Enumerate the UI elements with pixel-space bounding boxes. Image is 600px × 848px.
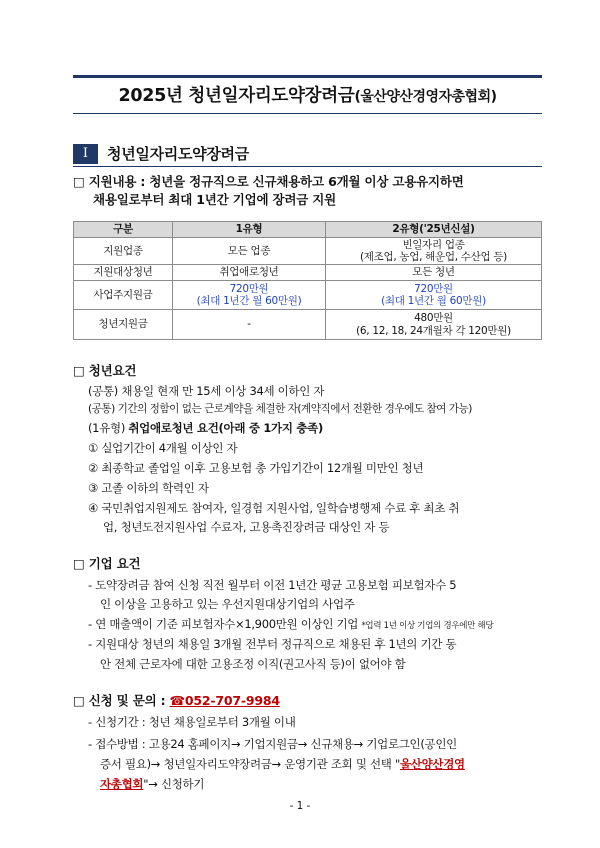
apply-line-3 bbox=[100, 757, 465, 771]
cell-line: (6, 12, 18, 24개월차 각 120만원) bbox=[356, 324, 511, 337]
section-header bbox=[73, 144, 542, 164]
youth-item: ① 실업기간이 4개월 이상인 자 bbox=[88, 441, 238, 455]
page-title bbox=[73, 80, 542, 112]
youth-item-cont: 업, 청년도전지원사업 수료자, 고용촉진장려금 대상인 자 등 bbox=[103, 520, 390, 534]
company-line: - 연 매출액이 기준 피보험자수×1,900만원 이상인 기업 bbox=[88, 617, 359, 631]
table-header: 구분 bbox=[74, 222, 173, 238]
title-top-rule bbox=[73, 75, 542, 78]
table-header-row bbox=[74, 222, 542, 238]
cell-line: (최대 1년간 월 60만원) bbox=[381, 295, 486, 307]
youth-type1 bbox=[88, 421, 323, 435]
support-table bbox=[73, 221, 542, 340]
company-heading: □ 기업 요건 bbox=[73, 556, 141, 571]
cell-line: 빈일자리 업종 bbox=[402, 238, 465, 251]
company-note: *업력 1년 이상 기업의 경우에만 해당 bbox=[361, 621, 494, 631]
apply-line: - 신청기간 : 청년 채용일로부터 3개월 이내 bbox=[88, 715, 296, 729]
apply-org-2: 자총협회 bbox=[100, 777, 144, 791]
cell-line: (제조업, 농업, 해운업, 수산업 등) bbox=[360, 251, 507, 263]
title-bottom-rule bbox=[73, 113, 542, 114]
apply-heading-line bbox=[73, 694, 280, 708]
table-cell bbox=[326, 310, 542, 340]
support-line-1: □ 지원내용 : 청년을 정규직으로 신규채용하고 6개월 이상 고용유지하면 bbox=[73, 174, 464, 189]
youth-item: ④ 국민취업지원제도 참여자, 일경험 지원사업, 일학습병행제 수료 후 최초 취 bbox=[88, 501, 460, 515]
youth-type1-bold: 취업애로청년 요건(아래 중 1가지 충족) bbox=[128, 421, 323, 435]
table-cell: 모든 청년 bbox=[326, 265, 542, 281]
cell-line: 720만원 bbox=[229, 282, 269, 295]
section-title: 청년일자리도약장려금 bbox=[107, 145, 249, 163]
cell-line: (최대 1년간 월 60만원) bbox=[196, 295, 302, 307]
apply-line: "→ 신청하기 bbox=[143, 777, 205, 791]
youth-item: ③ 고졸 이하의 학력인 자 bbox=[88, 481, 209, 495]
table-row bbox=[74, 281, 542, 310]
cell-line: 480만원 bbox=[414, 312, 453, 324]
company-line: 안 전체 근로자에 대한 고용조정 이직(권고사직 등)이 없어야 함 bbox=[100, 657, 406, 671]
apply-line: 증서 필요)→ 청년일자리도약장려금→ 운영기관 조회 및 선택 " bbox=[100, 757, 400, 771]
table-cell: 취업애로청년 bbox=[173, 265, 326, 281]
table-cell: 청년지원금 bbox=[74, 310, 173, 340]
table-cell: 모든 업종 bbox=[173, 238, 326, 265]
youth-item: ② 최종학교 졸업일 이후 고용보험 총 가입기간이 12개월 미만인 청년 bbox=[88, 461, 424, 475]
youth-common-2: (공통) 기간의 정함이 없는 근로계약을 체결한 자(계약직에서 전환한 경우에도 참여 가능) bbox=[88, 403, 472, 415]
apply-line-4 bbox=[100, 777, 204, 791]
apply-line: - 접수방법 : 고용24 홈페이지→ 기업지원금→ 신규채용→ 기업로그인(공인인 bbox=[88, 737, 457, 751]
youth-common-1: (공통) 채용일 현재 만 15세 이상 34세 이하인 자 bbox=[88, 384, 325, 398]
table-cell: 사업주지원금 bbox=[74, 281, 173, 310]
apply-org-1: 울산양산경영 bbox=[399, 757, 465, 771]
table-cell: 지원업종 bbox=[74, 238, 173, 265]
support-line-2: 채용일로부터 최대 1년간 기업에 장려금 지원 bbox=[93, 192, 337, 207]
table-row bbox=[74, 265, 542, 281]
apply-phone: ☎052-707-9984 bbox=[169, 693, 280, 708]
table-header: 2유형('25년신설) bbox=[326, 222, 542, 238]
page-number: - 1 - bbox=[289, 800, 311, 812]
youth-heading: □ 청년요건 bbox=[73, 363, 137, 378]
table-row bbox=[74, 310, 542, 340]
company-line-3 bbox=[88, 617, 493, 633]
table-cell: 지원대상청년 bbox=[74, 265, 173, 281]
apply-heading: □ 신청 및 문의 : bbox=[73, 693, 170, 708]
company-line: - 도약장려금 참여 신청 직전 월부터 이전 1년간 평균 고용보험 피보험자수 5 bbox=[88, 578, 457, 592]
company-line: 인 이상을 고용하고 있는 우선지원대상기업의 사업주 bbox=[100, 597, 355, 611]
table-cell bbox=[326, 281, 542, 310]
table-cell: - bbox=[173, 310, 326, 340]
section-rule bbox=[73, 166, 542, 167]
title-main: 2025년 청년일자리도약장려금 bbox=[118, 86, 355, 106]
table-cell bbox=[173, 281, 326, 310]
youth-type1-prefix: (1유형) bbox=[88, 421, 129, 435]
title-sub: (울산양산경영자총협회) bbox=[354, 89, 497, 105]
table-header: 1유형 bbox=[173, 222, 326, 238]
table-row bbox=[74, 238, 542, 265]
section-number: Ⅰ bbox=[73, 144, 98, 164]
table-cell bbox=[326, 238, 542, 265]
company-line: - 지원대상 청년의 채용일 3개월 전부터 정규직으로 채용된 후 1년의 기간 동 bbox=[88, 637, 457, 651]
cell-line: 720만원 bbox=[414, 282, 453, 295]
